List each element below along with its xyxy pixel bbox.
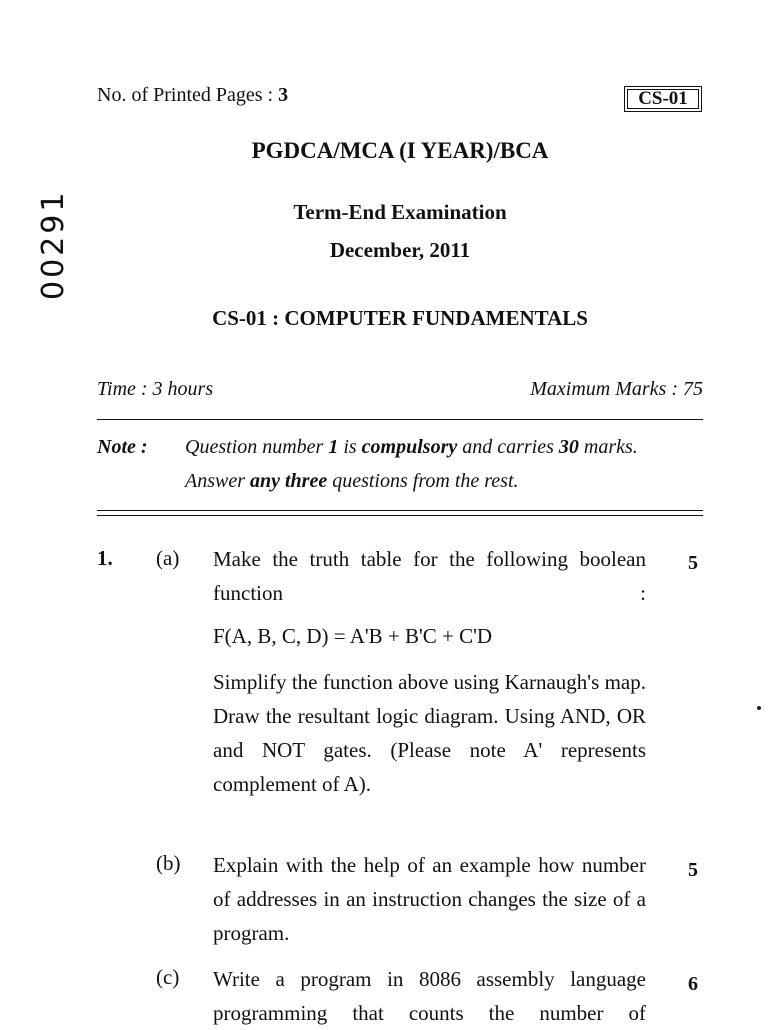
maximum-marks: Maximum Marks : 75 bbox=[530, 378, 703, 400]
part-label-c: (c) bbox=[156, 965, 180, 989]
question-text-b: Explain with the help of an example how number of addresses in an instruction changes the size of a program. bbox=[213, 853, 646, 945]
note-any-three: any three bbox=[250, 470, 328, 492]
marks-b: 5 bbox=[688, 859, 698, 881]
boolean-formula: F(A, B, C, D) = A'B + B'C + C'D bbox=[213, 624, 493, 648]
part-label-a: (a) bbox=[156, 546, 180, 570]
note-text: is bbox=[338, 436, 362, 458]
note-text: marks. bbox=[578, 436, 638, 458]
printed-pages-value: 3 bbox=[278, 84, 289, 106]
course-title: CS-01 : COMPUTER FUNDAMENTALS bbox=[212, 306, 588, 330]
note-text: Answer bbox=[185, 470, 250, 492]
question-text-c: Write a program in 8086 assembly language programming that counts the number of bbox=[213, 967, 646, 1025]
note-text: and carries bbox=[457, 436, 559, 458]
note-compulsory: compulsory bbox=[361, 436, 458, 458]
exam-title: Term-End Examination bbox=[293, 200, 507, 224]
divider-rule bbox=[97, 515, 703, 516]
part-label-b: (b) bbox=[156, 851, 181, 875]
question-text-a1: Make the truth table for the following boolean function : bbox=[213, 547, 646, 605]
serial-number: 00291 bbox=[36, 189, 71, 300]
exam-session: December, 2011 bbox=[329, 238, 471, 262]
question-text-a2: Simplify the function above using Karnaugh's map. Draw the resultant logic diagram. Using AND, OR and NOT gates. (Please note A' represents complement of A). bbox=[213, 670, 646, 796]
divider-rule bbox=[97, 510, 703, 511]
paper-code-box: CS-01 bbox=[624, 86, 702, 112]
divider-rule bbox=[97, 419, 703, 420]
note-line-2 bbox=[185, 470, 519, 493]
printed-pages-label: No. of Printed Pages : bbox=[97, 84, 279, 106]
marks-c: 6 bbox=[688, 973, 698, 995]
note-label: Note : bbox=[97, 436, 148, 458]
time-allowed: Time : 3 hours bbox=[97, 378, 214, 400]
note-text: questions from the rest. bbox=[327, 470, 519, 492]
note-marks: 30 bbox=[558, 436, 579, 458]
program-title: PGDCA/MCA (I YEAR)/BCA bbox=[251, 138, 549, 163]
question-number: 1. bbox=[97, 546, 113, 570]
note-line-1 bbox=[185, 436, 638, 459]
note-question-number: 1 bbox=[328, 436, 339, 458]
printed-pages bbox=[97, 84, 288, 107]
marks-a: 5 bbox=[688, 552, 698, 574]
scan-speck bbox=[757, 706, 761, 710]
note-text: Question number bbox=[185, 436, 329, 458]
